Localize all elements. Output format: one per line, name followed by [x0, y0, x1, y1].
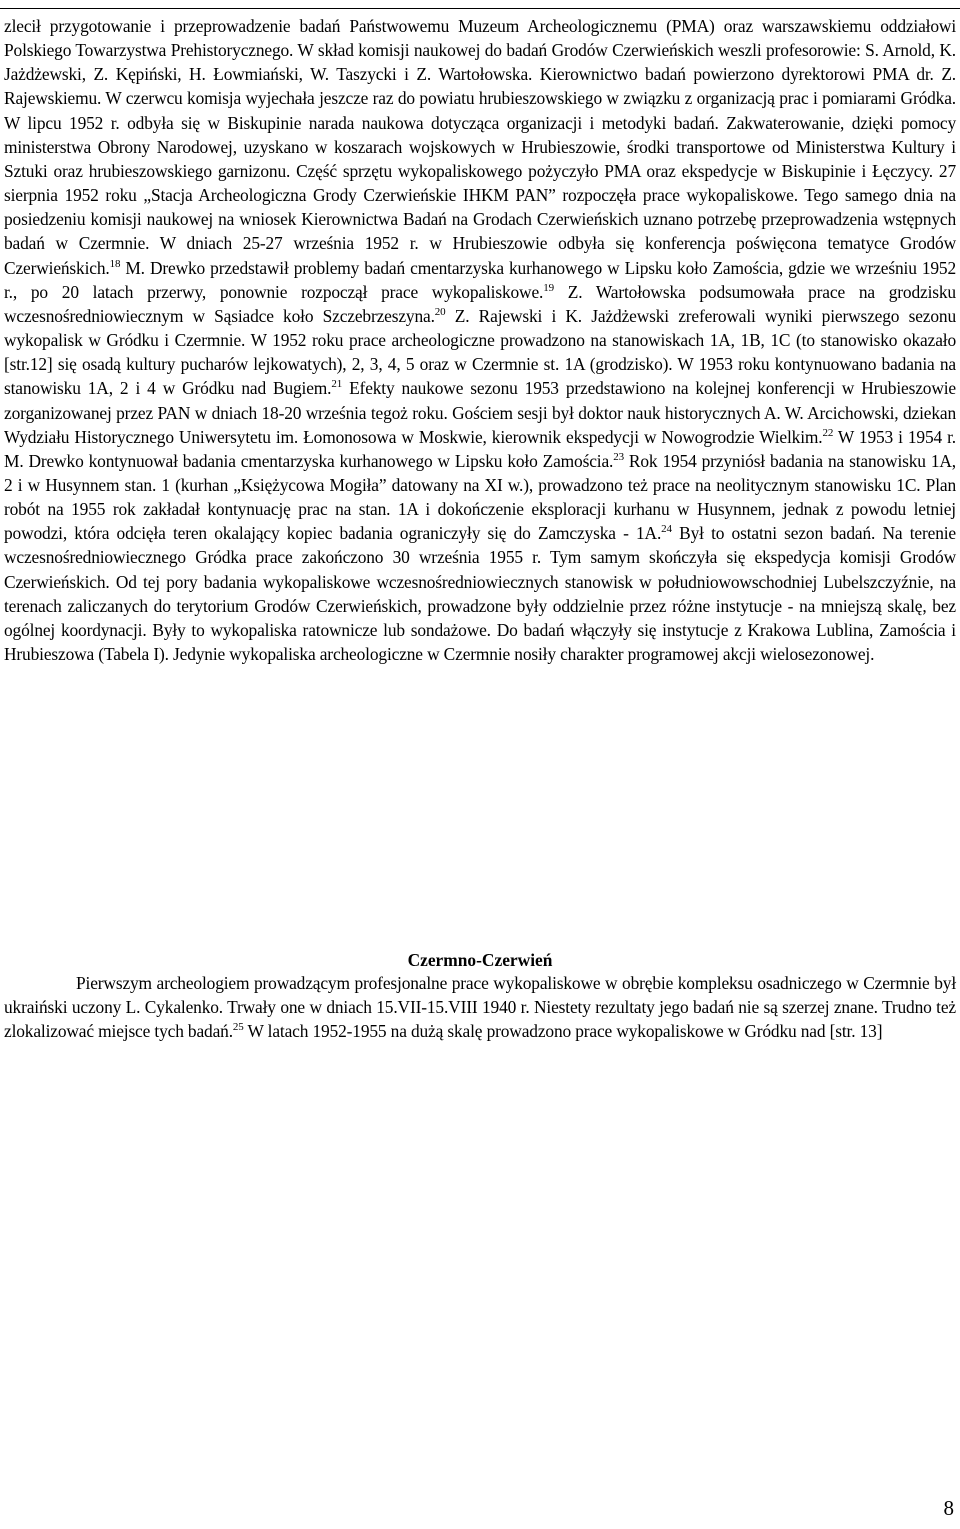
top-rule — [0, 8, 960, 9]
footnote-reference[interactable]: 20 — [434, 306, 446, 319]
footnote-reference[interactable]: 24 — [661, 523, 672, 536]
text-run: Pierwszym archeologiem prowadzącym profesjonalne prace wykopaliskowe w obrębie kompleksu osadniczego w Czermnie był ukraiński uczony L. Cykalenko. Trwały one w dniach 15.VII-15.VIII 1940 r. Niestety rezultaty jego badań nie są szerzej znane. Trudno też zlokalizować miejsce tych badań. — [4, 973, 956, 1042]
text-run: Efekty naukowe sezonu 1953 przedstawiono na kolejnej konferencji w Hrubieszowie zorganizowanej przez PAN w dniach 18-20 września tegoż roku. Gościem sesji był doktor nauk historycznych A. W. Arcichowski, dziekan Wydziału Historycznego Uniwersytetu im. Łomonosowa w Moskwie, kierownik ekspedycji w Nowogrodzie Wielkim. — [4, 378, 956, 447]
text-run: M. Drewko przedstawił problemy badań cmentarzyska kurhanowego w Lipsku koło Zamościa, gdzie we wrześniu 1952 r., po 20 latach przerwy, ponownie rozpoczął prace wykopaliskowe. — [4, 257, 956, 302]
text-run: Był to ostatni sezon badań. Na terenie wczesnośredniowiecznego Gródka prace zakończono 30 września 1955 r. Tym samym skończyła się ekspedycja komisji Grodów Czerwieńskich. Od tej pory badania wykopaliskowe wczesnośredniowiecznych stanowisk w południowowschodniej Lubelszczyźnie, na terenach zaliczanych do terytorium Grodów Czerwieńskich, prowadzone były oddzielnie przez różne instytucje - na mniejszą skalę, bez ogólnej koordynacji. Były to wykopaliska ratownicze lub sondażowe. Do badań włączyły się instytucje z Krakowa Lublina, Zamościa i Hrubieszowa (Tabela I). Jedynie wykopaliska archeologiczne w Czermnie nosiły charakter programowej akcji wielosezonowej. — [4, 523, 956, 665]
footnote-reference[interactable]: 23 — [613, 451, 624, 464]
footnote-reference[interactable]: 19 — [543, 281, 554, 294]
footnote-reference[interactable]: 21 — [331, 378, 343, 391]
section-body — [4, 971, 956, 1043]
footnote-reference[interactable]: 18 — [109, 257, 121, 270]
body-paragraph — [4, 14, 956, 666]
text-run: Z. Rajewski i K. Jażdżewski zreferowali wyniki pierwszego sezonu wykopalisk w Gródku i Czermnie. W 1952 roku prace archeologiczne prowadzono na stanowiskach 1A, 1B, 1C (to stanowisko okazało [str.12] się osadą kultury pucharów lejkowatych), 2, 3, 4, 5 oraz w Czermnie st. 1A (grodzisko). W 1953 roku kontynuowano badania na stanowisku 1A, 2 i 4 w Gródku nad Bugiem. — [4, 305, 956, 399]
footnote-reference[interactable]: 22 — [822, 426, 834, 439]
text-run: zlecił przygotowanie i przeprowadzenie badań Państwowemu Muzeum Archeologicznemu (PMA) oraz warszawskiemu oddziałowi Polskiego Towarzystwa Prehistorycznego. W skład komisji naukowej do badań Grodów Czerwieńskich weszli profesorowie: S. Arnold, K. Jażdżewski, Z. Kępiński, H. Łowmiański, W. Taszycki i Z. Wartołowska. Kierownictwo badań powierzono dyrektorowi PMA dr. Z. Rajewskiemu. W czerwcu komisja wyjechała jeszcze raz do powiatu hrubieszowskiego w związku z organizacją prac i pomiarami Gródka. W lipcu 1952 r. odbyła się w Biskupinie narada naukowa dotycząca organizacji i metodyki badań. Zakwaterowanie, dzięki pomocy ministerstwa Obrony Narodowej, uzyskano w koszarach wojskowych w Hrubieszowie, środki transportowe od Ministerstwa Kultury i Sztuki oraz hrubieszowskiego garnizonu. Część sprzętu wykopaliskowego pożyczyło PMA oraz ekspedycje w Biskupinie i Łęczycy. 27 sierpnia 1952 roku „Stacja Archeologiczna Grody Czerwieńskie IHKM PAN” rozpoczęła prace wykopaliskowe. Tego samego dnia na posiedzeniu komisji naukowej na wniosek Kierownictwa Badań na Grodach Czerwieńskich uznano potrzebę przeprowadzenia wstępnych badań w Czermnie. W dniach 25-27 września 1952 r. w Hrubieszowie odbyła się konferencja poświęcona tematyce Grodów Czerwieńskich. — [4, 16, 956, 278]
page-number: 8 — [943, 1496, 954, 1520]
body-paragraph — [4, 971, 956, 1043]
footnote-reference[interactable]: 25 — [232, 1021, 244, 1034]
document-page — [4, 14, 957, 1042]
text-run: W 1953 i 1954 r. M. Drewko kontynuował badania cmentarzyska kurhanowego w Lipsku koło Zamościa. — [4, 426, 957, 471]
text-run: Z. Wartołowska podsumowała prace na grodzisku wczesnośredniowiecznym w Sąsiadce koło Szczebrzeszyna. — [4, 281, 956, 326]
text-run: W latach 1952-1955 na dużą skalę prowadzono prace wykopaliskowe w Gródku nad [str. 13] — [243, 1021, 883, 1042]
text-run: Rok 1954 przyniósł badania na stanowisku 1A, 2 i w Husynnem stan. 1 (kurhan „Księżycowa Mogiła” datowany na XI w.), prowadzono też prace na neolitycznym stanowisku 1C. Plan robót na 1955 rok zakładał kontynuację prac na stan. 1A i dokończenie eksploracji kurhanu w Husynnem, jednak z powodu letniej powodzi, która odcięła teren okalający kopiec badania ograniczyły się do Zamczyska - 1A. — [4, 450, 956, 544]
section-heading: Czermno-Czerwień — [407, 950, 553, 970]
